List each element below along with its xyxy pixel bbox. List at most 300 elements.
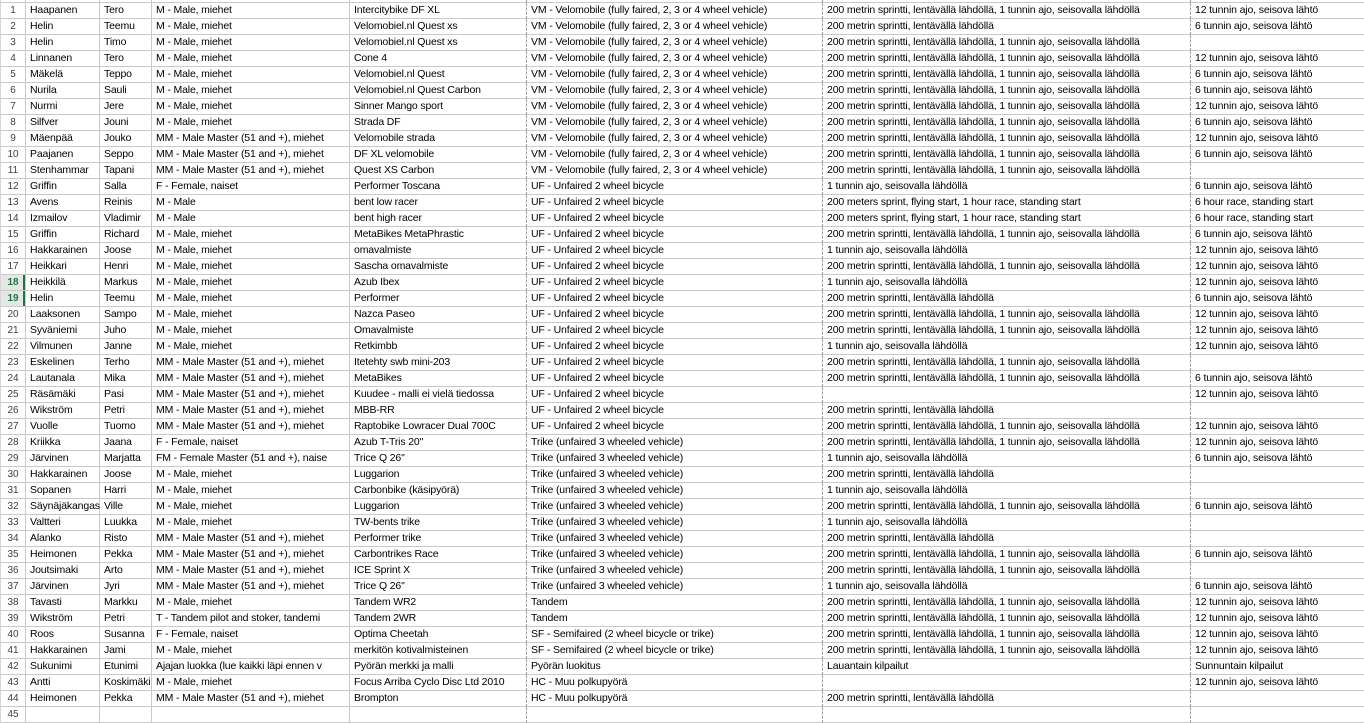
- cell-bike-make-model[interactable]: Carbonbike (käsipyörä): [350, 483, 527, 499]
- cell-first-name[interactable]: Markku: [100, 595, 152, 611]
- cell-first-name[interactable]: Joose: [100, 243, 152, 259]
- cell-rider-class[interactable]: M - Male, miehet: [152, 323, 350, 339]
- cell-saturday-races[interactable]: 1 tunnin ajo, seisovalla lähdöllä: [823, 515, 1191, 531]
- cell-sunday-races[interactable]: 6 tunnin ajo, seisova lähtö: [1191, 499, 1364, 515]
- cell-first-name[interactable]: Teppo: [100, 67, 152, 83]
- cell-bike-make-model[interactable]: Optima Cheetah: [350, 627, 527, 643]
- cell-rider-class[interactable]: M - Male, miehet: [152, 83, 350, 99]
- cell-surname[interactable]: Heikkari: [26, 259, 100, 275]
- cell-surname[interactable]: Stenhammar: [26, 163, 100, 179]
- row-header[interactable]: 6: [0, 83, 26, 99]
- cell-surname[interactable]: Antti: [26, 675, 100, 691]
- cell-bike-make-model[interactable]: Omavalmiste: [350, 323, 527, 339]
- cell-first-name[interactable]: Koskimäki: [100, 675, 152, 691]
- cell-first-name[interactable]: Timo: [100, 35, 152, 51]
- row-header[interactable]: 7: [0, 99, 26, 115]
- cell-bike-make-model[interactable]: Performer trike: [350, 531, 527, 547]
- cell-sunday-races[interactable]: 6 tunnin ajo, seisova lähtö: [1191, 115, 1364, 131]
- row-header[interactable]: 4: [0, 51, 26, 67]
- cell-surname[interactable]: Hakkarainen: [26, 467, 100, 483]
- row-header[interactable]: 28: [0, 435, 26, 451]
- cell-bike-make-model[interactable]: TW-bents trike: [350, 515, 527, 531]
- cell-first-name[interactable]: Pasi: [100, 387, 152, 403]
- cell-rider-class[interactable]: M - Male, miehet: [152, 307, 350, 323]
- cell-bike-classification[interactable]: Pyörän luokitus: [527, 659, 823, 675]
- cell-bike-classification[interactable]: Trike (unfaired 3 wheeled vehicle): [527, 531, 823, 547]
- cell-first-name[interactable]: Jyri: [100, 579, 152, 595]
- cell-sunday-races[interactable]: 6 tunnin ajo, seisova lähtö: [1191, 227, 1364, 243]
- cell-surname[interactable]: Sopanen: [26, 483, 100, 499]
- cell-saturday-races[interactable]: 200 metrin sprintti, lentävällä lähdöllä, 1 tunnin ajo, seisovalla lähdöllä: [823, 163, 1191, 179]
- row-header[interactable]: 39: [0, 611, 26, 627]
- row-header[interactable]: 35: [0, 547, 26, 563]
- cell-first-name[interactable]: Etunimi: [100, 659, 152, 675]
- cell-first-name[interactable]: Tapani: [100, 163, 152, 179]
- cell-sunday-races[interactable]: [1191, 515, 1364, 531]
- cell-sunday-races[interactable]: 6 tunnin ajo, seisova lähtö: [1191, 67, 1364, 83]
- cell-sunday-races[interactable]: 12 tunnin ajo, seisova lähtö: [1191, 3, 1364, 19]
- cell-sunday-races[interactable]: 12 tunnin ajo, seisova lähtö: [1191, 99, 1364, 115]
- cell-bike-classification[interactable]: UF - Unfaired 2 wheel bicycle: [527, 243, 823, 259]
- cell-bike-classification[interactable]: UF - Unfaired 2 wheel bicycle: [527, 227, 823, 243]
- cell-bike-classification[interactable]: Trike (unfaired 3 wheeled vehicle): [527, 467, 823, 483]
- cell-surname[interactable]: Hakkarainen: [26, 243, 100, 259]
- cell-saturday-races[interactable]: [823, 707, 1191, 723]
- cell-sunday-races[interactable]: 12 tunnin ajo, seisova lähtö: [1191, 387, 1364, 403]
- cell-rider-class[interactable]: M - Male, miehet: [152, 259, 350, 275]
- cell-bike-make-model[interactable]: Pyörän merkki ja malli: [350, 659, 527, 675]
- cell-saturday-races[interactable]: 200 metrin sprintti, lentävällä lähdöllä: [823, 403, 1191, 419]
- cell-surname[interactable]: Helin: [26, 35, 100, 51]
- cell-first-name[interactable]: Pekka: [100, 547, 152, 563]
- cell-rider-class[interactable]: FM - Female Master (51 and +), naise: [152, 451, 350, 467]
- cell-first-name[interactable]: Jaana: [100, 435, 152, 451]
- row-header[interactable]: 29: [0, 451, 26, 467]
- cell-bike-make-model[interactable]: Itetehty swb mini-203: [350, 355, 527, 371]
- cell-sunday-races[interactable]: 12 tunnin ajo, seisova lähtö: [1191, 419, 1364, 435]
- cell-first-name[interactable]: Seppo: [100, 147, 152, 163]
- cell-surname[interactable]: Heimonen: [26, 547, 100, 563]
- cell-sunday-races[interactable]: [1191, 563, 1364, 579]
- cell-first-name[interactable]: Janne: [100, 339, 152, 355]
- cell-rider-class[interactable]: MM - Male Master (51 and +), miehet: [152, 131, 350, 147]
- cell-bike-make-model[interactable]: MBB-RR: [350, 403, 527, 419]
- row-header[interactable]: 45: [0, 707, 26, 723]
- cell-first-name[interactable]: Tuomo: [100, 419, 152, 435]
- cell-bike-make-model[interactable]: Intercitybike DF XL: [350, 3, 527, 19]
- cell-saturday-races[interactable]: 200 metrin sprintti, lentävällä lähdöllä, 1 tunnin ajo, seisovalla lähdöllä: [823, 323, 1191, 339]
- cell-first-name[interactable]: Terho: [100, 355, 152, 371]
- cell-bike-make-model[interactable]: Strada DF: [350, 115, 527, 131]
- cell-sunday-races[interactable]: [1191, 355, 1364, 371]
- cell-saturday-races[interactable]: 200 metrin sprintti, lentävällä lähdöllä, 1 tunnin ajo, seisovalla lähdöllä: [823, 227, 1191, 243]
- cell-surname[interactable]: Lautanala: [26, 371, 100, 387]
- cell-bike-classification[interactable]: Trike (unfaired 3 wheeled vehicle): [527, 547, 823, 563]
- cell-first-name[interactable]: Vladimir: [100, 211, 152, 227]
- cell-rider-class[interactable]: M - Male, miehet: [152, 115, 350, 131]
- row-header[interactable]: 38: [0, 595, 26, 611]
- cell-surname[interactable]: Eskelinen: [26, 355, 100, 371]
- cell-surname[interactable]: Mäkelä: [26, 67, 100, 83]
- cell-sunday-races[interactable]: 12 tunnin ajo, seisova lähtö: [1191, 611, 1364, 627]
- cell-sunday-races[interactable]: 6 tunnin ajo, seisova lähtö: [1191, 547, 1364, 563]
- row-header[interactable]: 30: [0, 467, 26, 483]
- cell-saturday-races[interactable]: 1 tunnin ajo, seisovalla lähdöllä: [823, 483, 1191, 499]
- cell-rider-class[interactable]: F - Female, naiset: [152, 627, 350, 643]
- cell-first-name[interactable]: Sauli: [100, 83, 152, 99]
- cell-sunday-races[interactable]: 12 tunnin ajo, seisova lähtö: [1191, 643, 1364, 659]
- cell-saturday-races[interactable]: [823, 675, 1191, 691]
- cell-saturday-races[interactable]: [823, 387, 1191, 403]
- cell-saturday-races[interactable]: 200 metrin sprintti, lentävällä lähdöllä: [823, 291, 1191, 307]
- cell-surname[interactable]: Järvinen: [26, 451, 100, 467]
- cell-bike-make-model[interactable]: Tandem 2WR: [350, 611, 527, 627]
- cell-bike-make-model[interactable]: Velomobiel.nl Quest Carbon: [350, 83, 527, 99]
- cell-bike-classification[interactable]: HC - Muu polkupyörä: [527, 675, 823, 691]
- cell-rider-class[interactable]: MM - Male Master (51 and +), miehet: [152, 691, 350, 707]
- cell-surname[interactable]: Tavasti: [26, 595, 100, 611]
- cell-bike-classification[interactable]: UF - Unfaired 2 wheel bicycle: [527, 179, 823, 195]
- cell-bike-make-model[interactable]: bent high racer: [350, 211, 527, 227]
- cell-bike-classification[interactable]: UF - Unfaired 2 wheel bicycle: [527, 211, 823, 227]
- cell-bike-make-model[interactable]: Azub T-Tris 20": [350, 435, 527, 451]
- cell-saturday-races[interactable]: 200 metrin sprintti, lentävällä lähdöllä: [823, 691, 1191, 707]
- cell-bike-make-model[interactable]: [350, 707, 527, 723]
- cell-first-name[interactable]: Reinis: [100, 195, 152, 211]
- row-header[interactable]: 23: [0, 355, 26, 371]
- row-header[interactable]: 37: [0, 579, 26, 595]
- cell-bike-make-model[interactable]: Luggarion: [350, 499, 527, 515]
- cell-surname[interactable]: Wikström: [26, 403, 100, 419]
- cell-surname[interactable]: Izmailov: [26, 211, 100, 227]
- cell-rider-class[interactable]: M - Male, miehet: [152, 515, 350, 531]
- row-header[interactable]: 31: [0, 483, 26, 499]
- cell-rider-class[interactable]: MM - Male Master (51 and +), miehet: [152, 547, 350, 563]
- cell-sunday-races[interactable]: 6 hour race, standing start: [1191, 211, 1364, 227]
- cell-surname[interactable]: Griffin: [26, 227, 100, 243]
- cell-saturday-races[interactable]: 200 metrin sprintti, lentävällä lähdöllä, 1 tunnin ajo, seisovalla lähdöllä: [823, 147, 1191, 163]
- cell-sunday-races[interactable]: [1191, 467, 1364, 483]
- cell-first-name[interactable]: Tero: [100, 3, 152, 19]
- cell-saturday-races[interactable]: 200 metrin sprintti, lentävällä lähdöllä, 1 tunnin ajo, seisovalla lähdöllä: [823, 99, 1191, 115]
- cell-surname[interactable]: Griffin: [26, 179, 100, 195]
- cell-first-name[interactable]: Marjatta: [100, 451, 152, 467]
- cell-bike-make-model[interactable]: Velomobiel.nl Quest: [350, 67, 527, 83]
- cell-bike-make-model[interactable]: DF XL velomobile: [350, 147, 527, 163]
- cell-sunday-races[interactable]: 6 tunnin ajo, seisova lähtö: [1191, 579, 1364, 595]
- cell-surname[interactable]: Linnanen: [26, 51, 100, 67]
- cell-bike-make-model[interactable]: Velomobiel.nl Quest xs: [350, 19, 527, 35]
- cell-saturday-races[interactable]: 200 meters sprint, flying start, 1 hour race, standing start: [823, 211, 1191, 227]
- cell-bike-classification[interactable]: VM - Velomobile (fully faired, 2, 3 or 4 wheel vehicle): [527, 19, 823, 35]
- cell-surname[interactable]: Paajanen: [26, 147, 100, 163]
- cell-bike-classification[interactable]: VM - Velomobile (fully faired, 2, 3 or 4 wheel vehicle): [527, 147, 823, 163]
- cell-first-name[interactable]: Arto: [100, 563, 152, 579]
- cell-bike-make-model[interactable]: omavalmiste: [350, 243, 527, 259]
- cell-rider-class[interactable]: F - Female, naiset: [152, 435, 350, 451]
- cell-rider-class[interactable]: M - Male, miehet: [152, 483, 350, 499]
- cell-surname[interactable]: Nurmi: [26, 99, 100, 115]
- row-header[interactable]: 5: [0, 67, 26, 83]
- cell-bike-make-model[interactable]: Nazca Paseo: [350, 307, 527, 323]
- cell-surname[interactable]: Räsämäki: [26, 387, 100, 403]
- cell-rider-class[interactable]: M - Male, miehet: [152, 227, 350, 243]
- cell-surname[interactable]: Valtteri: [26, 515, 100, 531]
- cell-sunday-races[interactable]: 6 tunnin ajo, seisova lähtö: [1191, 291, 1364, 307]
- cell-bike-classification[interactable]: Tandem: [527, 595, 823, 611]
- cell-bike-classification[interactable]: Trike (unfaired 3 wheeled vehicle): [527, 515, 823, 531]
- cell-first-name[interactable]: Joose: [100, 467, 152, 483]
- cell-bike-classification[interactable]: UF - Unfaired 2 wheel bicycle: [527, 291, 823, 307]
- cell-bike-make-model[interactable]: Azub Ibex: [350, 275, 527, 291]
- cell-saturday-races[interactable]: 200 metrin sprintti, lentävällä lähdöllä: [823, 467, 1191, 483]
- cell-bike-make-model[interactable]: Performer: [350, 291, 527, 307]
- cell-saturday-races[interactable]: 200 metrin sprintti, lentävällä lähdöllä, 1 tunnin ajo, seisovalla lähdöllä: [823, 435, 1191, 451]
- cell-bike-make-model[interactable]: MetaBikes MetaPhrastic: [350, 227, 527, 243]
- cell-saturday-races[interactable]: 1 tunnin ajo, seisovalla lähdöllä: [823, 451, 1191, 467]
- cell-bike-classification[interactable]: VM - Velomobile (fully faired, 2, 3 or 4 wheel vehicle): [527, 115, 823, 131]
- cell-sunday-races[interactable]: [1191, 403, 1364, 419]
- cell-bike-classification[interactable]: Trike (unfaired 3 wheeled vehicle): [527, 579, 823, 595]
- cell-bike-classification[interactable]: Trike (unfaired 3 wheeled vehicle): [527, 563, 823, 579]
- row-header[interactable]: 17: [0, 259, 26, 275]
- cell-rider-class[interactable]: M - Male, miehet: [152, 3, 350, 19]
- cell-sunday-races[interactable]: [1191, 691, 1364, 707]
- cell-saturday-races[interactable]: 200 metrin sprintti, lentävällä lähdöllä, 1 tunnin ajo, seisovalla lähdöllä: [823, 627, 1191, 643]
- cell-bike-classification[interactable]: SF - Semifaired (2 wheel bicycle or trike): [527, 643, 823, 659]
- cell-rider-class[interactable]: M - Male, miehet: [152, 467, 350, 483]
- cell-rider-class[interactable]: MM - Male Master (51 and +), miehet: [152, 563, 350, 579]
- cell-first-name[interactable]: Risto: [100, 531, 152, 547]
- cell-sunday-races[interactable]: 12 tunnin ajo, seisova lähtö: [1191, 51, 1364, 67]
- cell-bike-classification[interactable]: VM - Velomobile (fully faired, 2, 3 or 4 wheel vehicle): [527, 3, 823, 19]
- cell-saturday-races[interactable]: 1 tunnin ajo, seisovalla lähdöllä: [823, 243, 1191, 259]
- row-header[interactable]: 32: [0, 499, 26, 515]
- cell-saturday-races[interactable]: 200 metrin sprintti, lentävällä lähdöllä, 1 tunnin ajo, seisovalla lähdöllä: [823, 3, 1191, 19]
- cell-sunday-races[interactable]: 12 tunnin ajo, seisova lähtö: [1191, 131, 1364, 147]
- row-header[interactable]: 12: [0, 179, 26, 195]
- cell-first-name[interactable]: Teemu: [100, 291, 152, 307]
- cell-surname[interactable]: Vuolle: [26, 419, 100, 435]
- cell-saturday-races[interactable]: 200 metrin sprintti, lentävällä lähdöllä, 1 tunnin ajo, seisovalla lähdöllä: [823, 83, 1191, 99]
- cell-surname[interactable]: Syväniemi: [26, 323, 100, 339]
- cell-saturday-races[interactable]: 1 tunnin ajo, seisovalla lähdöllä: [823, 179, 1191, 195]
- cell-first-name[interactable]: Jouko: [100, 131, 152, 147]
- cell-bike-make-model[interactable]: Tandem WR2: [350, 595, 527, 611]
- cell-rider-class[interactable]: M - Male, miehet: [152, 291, 350, 307]
- cell-rider-class[interactable]: M - Male, miehet: [152, 595, 350, 611]
- cell-rider-class[interactable]: MM - Male Master (51 and +), miehet: [152, 531, 350, 547]
- row-header[interactable]: 42: [0, 659, 26, 675]
- cell-bike-classification[interactable]: UF - Unfaired 2 wheel bicycle: [527, 259, 823, 275]
- cell-bike-make-model[interactable]: Sascha omavalmiste: [350, 259, 527, 275]
- cell-bike-classification[interactable]: VM - Velomobile (fully faired, 2, 3 or 4 wheel vehicle): [527, 51, 823, 67]
- cell-bike-classification[interactable]: [527, 707, 823, 723]
- row-header[interactable]: 3: [0, 35, 26, 51]
- cell-rider-class[interactable]: MM - Male Master (51 and +), miehet: [152, 579, 350, 595]
- cell-rider-class[interactable]: M - Male, miehet: [152, 99, 350, 115]
- cell-bike-make-model[interactable]: Velomobiel.nl Quest xs: [350, 35, 527, 51]
- row-header[interactable]: 33: [0, 515, 26, 531]
- cell-first-name[interactable]: Markus: [100, 275, 152, 291]
- cell-saturday-races[interactable]: 200 meters sprint, flying start, 1 hour race, standing start: [823, 195, 1191, 211]
- cell-surname[interactable]: Roos: [26, 627, 100, 643]
- cell-sunday-races[interactable]: 6 tunnin ajo, seisova lähtö: [1191, 19, 1364, 35]
- cell-first-name[interactable]: Petri: [100, 403, 152, 419]
- cell-bike-classification[interactable]: VM - Velomobile (fully faired, 2, 3 or 4 wheel vehicle): [527, 131, 823, 147]
- cell-first-name[interactable]: Teemu: [100, 19, 152, 35]
- cell-sunday-races[interactable]: 12 tunnin ajo, seisova lähtö: [1191, 323, 1364, 339]
- row-header[interactable]: 25: [0, 387, 26, 403]
- row-header[interactable]: 34: [0, 531, 26, 547]
- row-header[interactable]: 44: [0, 691, 26, 707]
- cell-surname[interactable]: Järvinen: [26, 579, 100, 595]
- cell-saturday-races[interactable]: 200 metrin sprintti, lentävällä lähdöllä: [823, 531, 1191, 547]
- cell-surname[interactable]: Nurila: [26, 83, 100, 99]
- cell-surname[interactable]: Kriikka: [26, 435, 100, 451]
- cell-saturday-races[interactable]: 200 metrin sprintti, lentävällä lähdöllä, 1 tunnin ajo, seisovalla lähdöllä: [823, 611, 1191, 627]
- cell-surname[interactable]: Laaksonen: [26, 307, 100, 323]
- cell-rider-class[interactable]: M - Male, miehet: [152, 499, 350, 515]
- cell-rider-class[interactable]: MM - Male Master (51 and +), miehet: [152, 387, 350, 403]
- cell-sunday-races[interactable]: Sunnuntain kilpailut: [1191, 659, 1364, 675]
- cell-sunday-races[interactable]: 6 tunnin ajo, seisova lähtö: [1191, 83, 1364, 99]
- cell-bike-classification[interactable]: VM - Velomobile (fully faired, 2, 3 or 4 wheel vehicle): [527, 83, 823, 99]
- cell-bike-make-model[interactable]: Luggarion: [350, 467, 527, 483]
- cell-rider-class[interactable]: M - Male, miehet: [152, 339, 350, 355]
- cell-surname[interactable]: Haapanen: [26, 3, 100, 19]
- cell-bike-classification[interactable]: UF - Unfaired 2 wheel bicycle: [527, 419, 823, 435]
- cell-saturday-races[interactable]: 200 metrin sprintti, lentävällä lähdöllä, 1 tunnin ajo, seisovalla lähdöllä: [823, 499, 1191, 515]
- row-header[interactable]: 24: [0, 371, 26, 387]
- cell-surname[interactable]: Heimonen: [26, 691, 100, 707]
- cell-bike-classification[interactable]: Trike (unfaired 3 wheeled vehicle): [527, 451, 823, 467]
- cell-bike-make-model[interactable]: Focus Arriba Cyclo Disc Ltd 2010: [350, 675, 527, 691]
- cell-saturday-races[interactable]: 200 metrin sprintti, lentävällä lähdöllä, 1 tunnin ajo, seisovalla lähdöllä: [823, 355, 1191, 371]
- row-header[interactable]: 21: [0, 323, 26, 339]
- cell-first-name[interactable]: Juho: [100, 323, 152, 339]
- cell-saturday-races[interactable]: 200 metrin sprintti, lentävällä lähdöllä, 1 tunnin ajo, seisovalla lähdöllä: [823, 547, 1191, 563]
- cell-rider-class[interactable]: M - Male, miehet: [152, 243, 350, 259]
- cell-rider-class[interactable]: F - Female, naiset: [152, 179, 350, 195]
- cell-bike-make-model[interactable]: Raptobike Lowracer Dual 700C: [350, 419, 527, 435]
- row-header[interactable]: 1: [0, 3, 26, 19]
- row-header[interactable]: 15: [0, 227, 26, 243]
- cell-surname[interactable]: Säynäjäkangas: [26, 499, 100, 515]
- cell-saturday-races[interactable]: 200 metrin sprintti, lentävällä lähdöllä, 1 tunnin ajo, seisovalla lähdöllä: [823, 115, 1191, 131]
- cell-bike-classification[interactable]: SF - Semifaired (2 wheel bicycle or trike): [527, 627, 823, 643]
- cell-bike-make-model[interactable]: Cone 4: [350, 51, 527, 67]
- cell-saturday-races[interactable]: 200 metrin sprintti, lentävällä lähdöllä, 1 tunnin ajo, seisovalla lähdöllä: [823, 595, 1191, 611]
- row-header[interactable]: 40: [0, 627, 26, 643]
- cell-rider-class[interactable]: M - Male, miehet: [152, 35, 350, 51]
- cell-first-name[interactable]: Jami: [100, 643, 152, 659]
- cell-bike-classification[interactable]: UF - Unfaired 2 wheel bicycle: [527, 195, 823, 211]
- cell-rider-class[interactable]: T - Tandem pilot and stoker, tandemi: [152, 611, 350, 627]
- cell-rider-class[interactable]: M - Male, miehet: [152, 51, 350, 67]
- row-header[interactable]: 9: [0, 131, 26, 147]
- row-header[interactable]: 36: [0, 563, 26, 579]
- cell-surname[interactable]: Alanko: [26, 531, 100, 547]
- cell-surname[interactable]: Hakkarainen: [26, 643, 100, 659]
- cell-bike-make-model[interactable]: Brompton: [350, 691, 527, 707]
- cell-saturday-races[interactable]: 200 metrin sprintti, lentävällä lähdöllä, 1 tunnin ajo, seisovalla lähdöllä: [823, 371, 1191, 387]
- cell-bike-make-model[interactable]: Sinner Mango sport: [350, 99, 527, 115]
- cell-rider-class[interactable]: M - Male, miehet: [152, 67, 350, 83]
- cell-surname[interactable]: Sukunimi: [26, 659, 100, 675]
- cell-first-name[interactable]: Susanna: [100, 627, 152, 643]
- row-header[interactable]: 16: [0, 243, 26, 259]
- cell-sunday-races[interactable]: 12 tunnin ajo, seisova lähtö: [1191, 675, 1364, 691]
- cell-saturday-races[interactable]: 200 metrin sprintti, lentävällä lähdöllä, 1 tunnin ajo, seisovalla lähdöllä: [823, 131, 1191, 147]
- row-header[interactable]: 2: [0, 19, 26, 35]
- cell-first-name[interactable]: Henri: [100, 259, 152, 275]
- cell-sunday-races[interactable]: 12 tunnin ajo, seisova lähtö: [1191, 259, 1364, 275]
- cell-saturday-races[interactable]: 200 metrin sprintti, lentävällä lähdöllä, 1 tunnin ajo, seisovalla lähdöllä: [823, 563, 1191, 579]
- cell-rider-class[interactable]: M - Male, miehet: [152, 643, 350, 659]
- cell-saturday-races[interactable]: 1 tunnin ajo, seisovalla lähdöllä: [823, 579, 1191, 595]
- cell-bike-make-model[interactable]: Velomobile strada: [350, 131, 527, 147]
- cell-first-name[interactable]: Jouni: [100, 115, 152, 131]
- cell-bike-classification[interactable]: UF - Unfaired 2 wheel bicycle: [527, 387, 823, 403]
- cell-bike-classification[interactable]: VM - Velomobile (fully faired, 2, 3 or 4 wheel vehicle): [527, 99, 823, 115]
- row-header[interactable]: 22: [0, 339, 26, 355]
- cell-saturday-races[interactable]: 1 tunnin ajo, seisovalla lähdöllä: [823, 339, 1191, 355]
- cell-sunday-races[interactable]: 6 tunnin ajo, seisova lähtö: [1191, 179, 1364, 195]
- cell-saturday-races[interactable]: 200 metrin sprintti, lentävällä lähdöllä, 1 tunnin ajo, seisovalla lähdöllä: [823, 35, 1191, 51]
- cell-bike-classification[interactable]: VM - Velomobile (fully faired, 2, 3 or 4 wheel vehicle): [527, 67, 823, 83]
- cell-sunday-races[interactable]: 6 tunnin ajo, seisova lähtö: [1191, 451, 1364, 467]
- row-header[interactable]: 13: [0, 195, 26, 211]
- cell-bike-make-model[interactable]: Trice Q 26": [350, 451, 527, 467]
- cell-first-name[interactable]: Jere: [100, 99, 152, 115]
- cell-sunday-races[interactable]: [1191, 483, 1364, 499]
- cell-saturday-races[interactable]: Lauantain kilpailut: [823, 659, 1191, 675]
- row-header[interactable]: 19: [0, 291, 26, 307]
- cell-sunday-races[interactable]: 12 tunnin ajo, seisova lähtö: [1191, 307, 1364, 323]
- cell-first-name[interactable]: Tero: [100, 51, 152, 67]
- cell-surname[interactable]: Mäenpää: [26, 131, 100, 147]
- cell-rider-class[interactable]: [152, 707, 350, 723]
- cell-rider-class[interactable]: Ajajan luokka (lue kaikki läpi ennen v: [152, 659, 350, 675]
- cell-sunday-races[interactable]: [1191, 707, 1364, 723]
- cell-bike-make-model[interactable]: Quest XS Carbon: [350, 163, 527, 179]
- cell-bike-make-model[interactable]: Trice Q 26": [350, 579, 527, 595]
- cell-rider-class[interactable]: MM - Male Master (51 and +), miehet: [152, 355, 350, 371]
- cell-bike-make-model[interactable]: Carbontrikes Race: [350, 547, 527, 563]
- cell-rider-class[interactable]: M - Male, miehet: [152, 675, 350, 691]
- cell-bike-make-model[interactable]: Retkimbb: [350, 339, 527, 355]
- row-header[interactable]: 41: [0, 643, 26, 659]
- cell-sunday-races[interactable]: 6 hour race, standing start: [1191, 195, 1364, 211]
- cell-saturday-races[interactable]: 200 metrin sprintti, lentävällä lähdöllä, 1 tunnin ajo, seisovalla lähdöllä: [823, 259, 1191, 275]
- cell-surname[interactable]: Avens: [26, 195, 100, 211]
- cell-bike-classification[interactable]: UF - Unfaired 2 wheel bicycle: [527, 307, 823, 323]
- cell-rider-class[interactable]: MM - Male Master (51 and +), miehet: [152, 163, 350, 179]
- cell-first-name[interactable]: [100, 707, 152, 723]
- cell-first-name[interactable]: Petri: [100, 611, 152, 627]
- cell-bike-classification[interactable]: HC - Muu polkupyörä: [527, 691, 823, 707]
- cell-bike-make-model[interactable]: bent low racer: [350, 195, 527, 211]
- cell-saturday-races[interactable]: 200 metrin sprintti, lentävällä lähdöllä, 1 tunnin ajo, seisovalla lähdöllä: [823, 51, 1191, 67]
- cell-bike-classification[interactable]: Trike (unfaired 3 wheeled vehicle): [527, 499, 823, 515]
- cell-first-name[interactable]: Ville: [100, 499, 152, 515]
- cell-bike-classification[interactable]: UF - Unfaired 2 wheel bicycle: [527, 403, 823, 419]
- cell-first-name[interactable]: Harri: [100, 483, 152, 499]
- cell-sunday-races[interactable]: 6 tunnin ajo, seisova lähtö: [1191, 147, 1364, 163]
- cell-rider-class[interactable]: MM - Male Master (51 and +), miehet: [152, 371, 350, 387]
- cell-rider-class[interactable]: M - Male: [152, 195, 350, 211]
